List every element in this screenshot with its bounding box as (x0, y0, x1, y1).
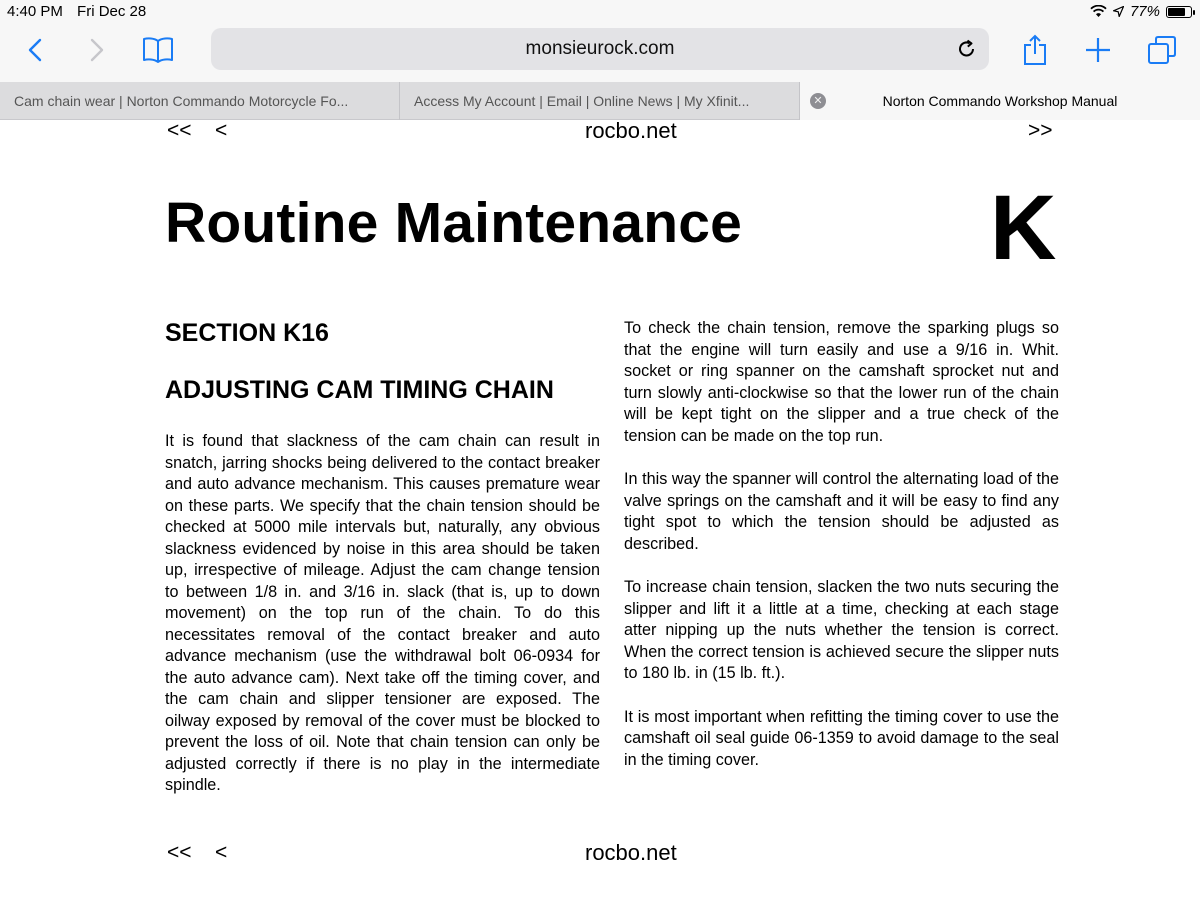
left-column (165, 431, 600, 797)
section-title: ADJUSTING CAM TIMING CHAIN (165, 376, 554, 404)
battery-icon (1166, 6, 1192, 18)
tab-label: Access My Account | Email | Online News | My Xfinit... (414, 93, 750, 109)
tab-overview-button[interactable] (1142, 32, 1182, 68)
url-text: monsieurock.com (525, 38, 675, 59)
reload-button[interactable] (953, 35, 981, 63)
tab-cam-chain-wear[interactable] (0, 82, 400, 120)
page-title: Routine Maintenance (165, 191, 743, 255)
chevron-right-icon (90, 38, 104, 62)
paragraph: To increase chain tension, slacken the two nuts securing the slipper and lift it a little at a time, checking at each stage atter nipping up the nuts whether the tension is correct. When the correct tension is achieved secure the slipper nuts to 180 lb. in (15 lb. ft.). (624, 578, 1059, 682)
address-bar[interactable] (211, 28, 989, 70)
tabs-icon (1147, 35, 1177, 65)
status-time: 4:40 PM (7, 3, 63, 20)
close-tab-icon[interactable]: ✕ (810, 93, 826, 109)
site-name-bottom[interactable]: rocbo.net (585, 840, 677, 865)
first-page-link-top[interactable]: << (167, 119, 192, 142)
forward-button[interactable] (77, 32, 117, 68)
next-page-link-top[interactable]: >> (1028, 119, 1053, 142)
back-button[interactable] (15, 32, 55, 68)
tab-label: Cam chain wear | Norton Commando Motorcycle Fo... (14, 93, 349, 109)
chapter-letter: K (990, 177, 1057, 279)
section-number: SECTION K16 (165, 319, 329, 347)
new-tab-button[interactable] (1078, 32, 1118, 68)
wifi-icon (1090, 5, 1107, 18)
book-icon (142, 37, 174, 63)
paragraph: In this way the spanner will control the alternating load of the valve springs on the camshaft and it will be easy to find any tight spot to which the tension should be adjusted as described. (624, 470, 1059, 553)
right-column (624, 318, 1059, 771)
bookmarks-button[interactable] (138, 32, 178, 68)
browser-toolbar (0, 22, 1200, 82)
status-bar (0, 0, 1200, 22)
tab-xfinity[interactable] (400, 82, 800, 120)
plus-icon (1085, 37, 1111, 63)
paragraph: It is most important when refitting the timing cover to use the camshaft oil seal guide 06-1359 to avoid damage to the seal in the timing cover. (624, 707, 1059, 769)
chevron-left-icon (28, 38, 42, 62)
location-arrow-icon (1113, 6, 1124, 17)
tab-workshop-manual[interactable] (800, 82, 1200, 120)
tab-bar (0, 82, 1200, 120)
paragraph: To check the chain tension, remove the sparking plugs so that the engine will turn easily and use a 9/16 in. Whit. socket or ring spanner on the camshaft sprocket nut and turn slowly anti-clockwise so that the lower run of the chain will be kept tight on the slipper and a true check of the tension can be made on the top run. (624, 319, 1059, 445)
first-page-link-bottom[interactable]: << (167, 841, 192, 864)
share-button[interactable] (1015, 32, 1055, 68)
reload-icon (957, 39, 977, 59)
prev-page-link-top[interactable]: < (215, 119, 228, 142)
paragraph: It is found that slackness of the cam chain can result in snatch, jarring shocks being delivered to the contact breaker and auto advance mechanism. This causes premature wear on these parts. We specify that the chain tension should be checked at 5000 mile intervals but, naturally, any obvious slackness evidenced by noise in this area should be taken up, irrespective of mileage. Adjust the cam change tension to between 1/8 in. and 3/16 in. slack (that is, up to down movement) on the top run of the chain. To do this necessitates removal of the contact breaker and auto advance mechanism (use the withdrawal bolt 06-0934 for the auto advance cam). Next take off the timing cover, and the cam chain and slipper tensioner are exposed. The oilway exposed by removal of the cover must be blocked to prevent the loss of oil. Note that chain tension can only be adjusted correctly if there is no play in the intermediate spindle. (165, 432, 600, 794)
battery-percent: 77% (1129, 3, 1160, 20)
status-date: Fri Dec 28 (77, 3, 147, 20)
tab-label: Norton Commando Workshop Manual (882, 93, 1118, 109)
prev-page-link-bottom[interactable]: < (215, 841, 228, 864)
share-icon (1022, 34, 1048, 66)
site-name-top[interactable]: rocbo.net (585, 118, 677, 143)
